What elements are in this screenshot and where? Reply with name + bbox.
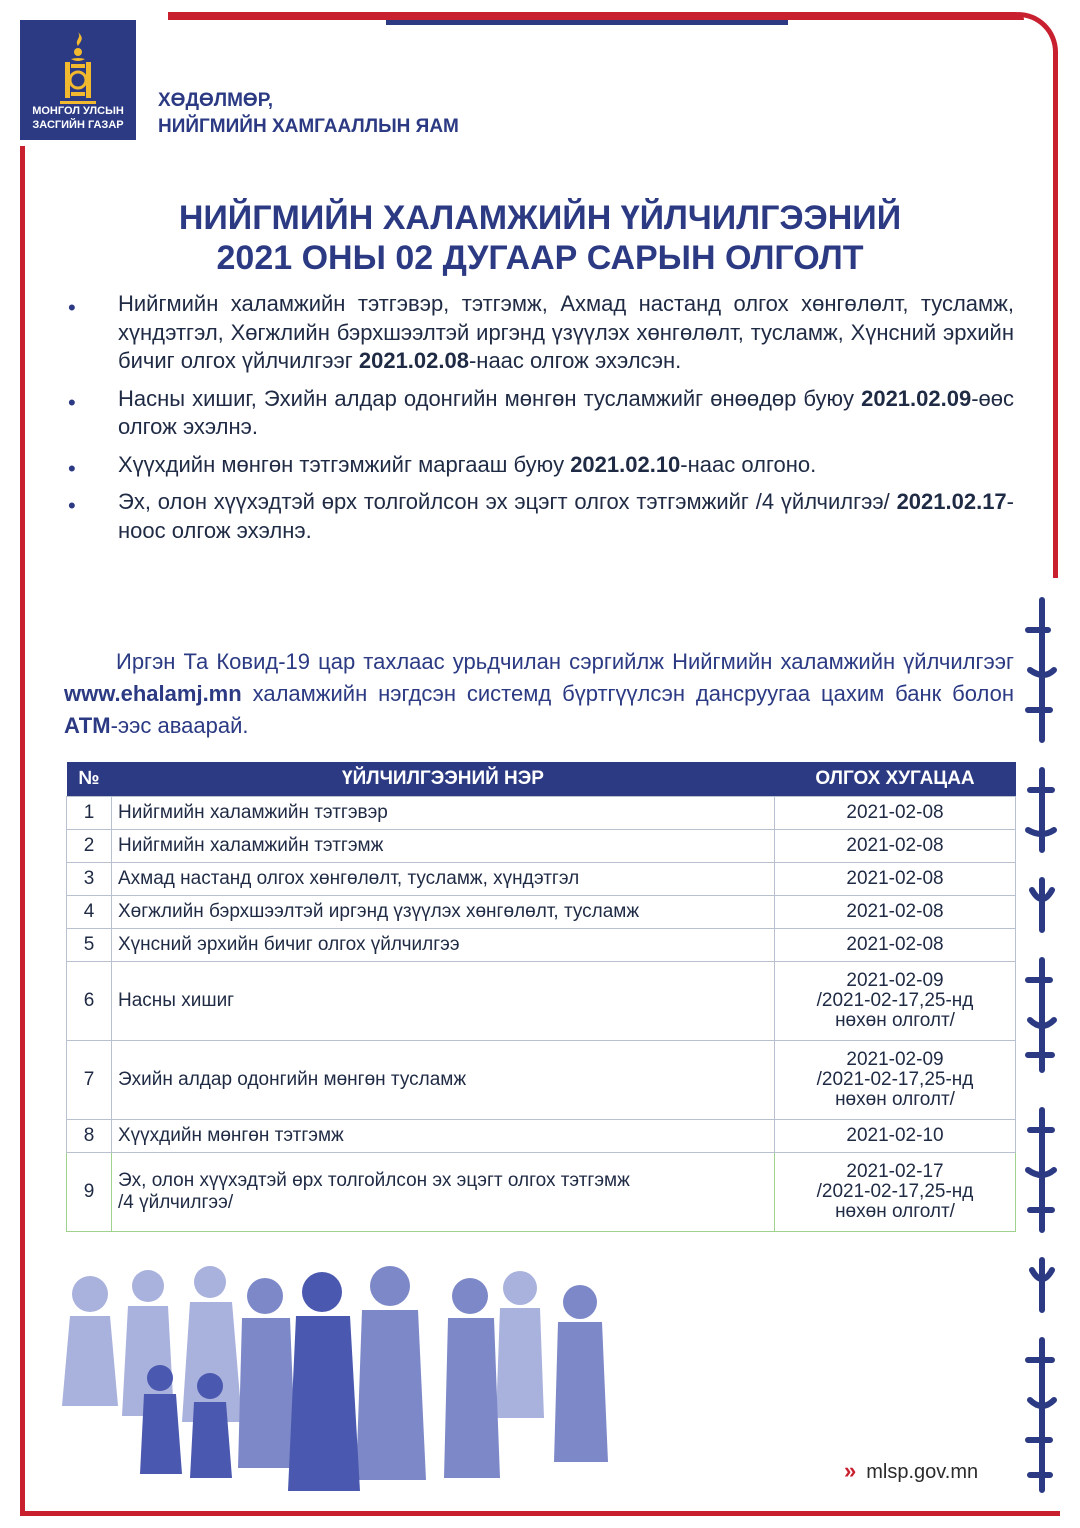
website-footer[interactable] <box>844 1458 978 1484</box>
title-line2: 2021 ОНЫ 02 ДУГААР САРЫН ОЛГОЛТ <box>216 239 864 277</box>
government-logo <box>20 20 136 140</box>
date-extra: /2021-02-17,25-нд <box>816 990 974 1011</box>
date-note: нөхөн олголт/ <box>835 1201 955 1222</box>
atm-label: АТМ <box>64 713 111 738</box>
date-extra: /2021-02-17,25-нд <box>816 1069 974 1090</box>
logo-text-line2: ЗАСГИЙН ГАЗАР <box>32 119 124 131</box>
notice-text: Иргэн Та Ковид-19 цар тахлаас урьдчилан сэргийлж Нийгмийн халамжийн үйлчилгээг <box>116 649 1014 674</box>
page-title <box>60 198 1020 278</box>
service-name: Хөгжлийн бэрхшээлтэй иргэнд үзүүлэх хөнгөлөлт, тусламж <box>112 896 775 929</box>
frame-top-border <box>168 12 1024 20</box>
row-number: 1 <box>67 797 112 830</box>
ehalamj-link[interactable]: www.ehalamj.mn <box>64 681 242 706</box>
service-name: Ахмад настанд олгох хөнгөлөлт, тусламж, хүндэтгэл <box>112 863 775 896</box>
soyombo-emblem-icon <box>56 28 100 112</box>
list-item <box>62 488 1014 545</box>
bullet-icon: • <box>68 295 76 320</box>
col-header-date: ОЛГОХ ХУГАЦАА <box>775 762 1016 797</box>
notice-paragraph <box>64 646 1014 742</box>
bullet-icon: • <box>68 455 76 481</box>
bullet-text: -өөс олгож эхэлнэ. <box>118 385 1014 439</box>
website-url[interactable]: mlsp.gov.mn <box>866 1461 979 1483</box>
service-name: Нийгмийн халамжийн тэтгэвэр <box>112 797 775 830</box>
list-item <box>62 385 1014 442</box>
bullet-icon: • <box>68 389 76 415</box>
bullet-date: 2021.02.08 <box>358 348 469 373</box>
bullet-text: Эх, олон хүүхэдтэй өрх толгойлсон эх эцэгт олгох тэтгэмжийг /4 үйлчилгээ/ <box>118 489 897 514</box>
notice-text: -ээс аваарай. <box>110 713 249 738</box>
date-note: нөхөн олголт/ <box>835 1010 955 1031</box>
bullet-date: 2021.02.09 <box>861 385 972 411</box>
list-item <box>62 451 1014 480</box>
service-name <box>112 1153 775 1232</box>
ministry-line1: ХӨДӨЛМӨР, <box>158 90 274 111</box>
service-name: Хүнсний эрхийн бичиг олгох үйлчилгээ <box>112 929 775 962</box>
service-name-line2: /4 үйлчилгээ/ <box>118 1192 234 1213</box>
table-row <box>67 863 1016 896</box>
ministry-name <box>158 88 459 140</box>
title-line1: НИЙГМИЙН ХАЛАМЖИЙН ҮЙЛЧИЛГЭЭНИЙ <box>178 199 902 237</box>
issue-date <box>775 962 1016 1041</box>
table-row <box>67 896 1016 929</box>
issue-date <box>775 1153 1016 1232</box>
table-row <box>67 1120 1016 1153</box>
frame-top-accent <box>386 20 788 25</box>
frame-bottom-border <box>20 1511 1060 1516</box>
service-name: Эхийн алдар одонгийн мөнгөн тусламж <box>112 1041 775 1120</box>
table-row <box>67 797 1016 830</box>
people-illustration <box>60 1266 620 1496</box>
bullet-date: 2021.02.10 <box>570 451 681 477</box>
bullet-text: Хүүхдийн мөнгөн тэтгэмжийг маргааш буюу <box>118 451 571 477</box>
row-number: 9 <box>67 1153 112 1232</box>
bullet-text: -ноос олгож эхэлнэ. <box>118 489 1014 543</box>
issue-date: 2021-02-08 <box>775 863 1016 896</box>
double-chevron-right-icon: » <box>844 1458 857 1483</box>
table-row <box>67 929 1016 962</box>
col-header-no: № <box>67 762 112 797</box>
table-header-row <box>67 762 1016 797</box>
frame-left-border <box>20 146 25 1516</box>
row-number: 8 <box>67 1120 112 1153</box>
service-schedule-table <box>66 762 1016 1232</box>
row-number: 7 <box>67 1041 112 1120</box>
table-row <box>67 962 1016 1041</box>
announcement-list <box>62 290 1014 554</box>
issue-date: 2021-02-08 <box>775 830 1016 863</box>
issue-date: 2021-02-08 <box>775 797 1016 830</box>
row-number: 3 <box>67 863 112 896</box>
service-name: Насны хишиг <box>112 962 775 1041</box>
bullet-text: -наас олгож эхэлсэн. <box>468 348 682 373</box>
row-number: 4 <box>67 896 112 929</box>
row-number: 5 <box>67 929 112 962</box>
row-number: 6 <box>67 962 112 1041</box>
ministry-line2: НИЙГМИЙН ХАМГААЛЛЫН ЯАМ <box>158 116 459 137</box>
notice-text: халамжийн нэгдсэн системд бүртгүүлсэн дансруугаа цахим банк болон <box>241 681 1014 706</box>
col-header-name: ҮЙЛЧИЛГЭЭНИЙ НЭР <box>112 762 775 797</box>
table-row <box>67 1041 1016 1120</box>
issue-date: 2021-02-10 <box>775 1120 1016 1153</box>
table-row <box>67 830 1016 863</box>
frame-right-border <box>1018 12 1058 578</box>
logo-text-line1: МОНГОЛ УЛСЫН <box>32 105 124 117</box>
row-number: 2 <box>67 830 112 863</box>
service-name-line1: Эх, олон хүүхэдтэй өрх толгойлсон эх эцэгт олгох тэтгэмж <box>118 1170 630 1191</box>
bullet-text: Нийгмийн халамжийн тэтгэвэр, тэтгэмж, Ахмад настанд олгох хөнгөлөлт, тусламж, хүндэтгэл, Хөгжлийн бэрхшээлтэй иргэнд үзүүлэх хөнгөлөлт, тусламж, Хүнсний эрхийн бичиг олгох үйлчилгээг <box>118 291 1014 373</box>
service-name: Нийгмийн халамжийн тэтгэмж <box>112 830 775 863</box>
service-name: Хүүхдийн мөнгөн тэтгэмж <box>112 1120 775 1153</box>
issue-date: 2021-02-08 <box>775 896 1016 929</box>
list-item <box>62 290 1014 376</box>
bullet-text: Насны хишиг, Эхийн алдар одонгийн мөнгөн тусламжийг өнөөдөр буюу <box>118 385 862 411</box>
date-main: 2021-02-09 <box>846 1049 944 1070</box>
bullet-text: -наас олгоно. <box>680 451 817 477</box>
bullet-icon: • <box>68 493 76 518</box>
date-note: нөхөн олголт/ <box>835 1089 955 1110</box>
issue-date: 2021-02-08 <box>775 929 1016 962</box>
date-main: 2021-02-17 <box>846 1161 944 1182</box>
bullet-date: 2021.02.17 <box>896 489 1007 514</box>
mongolian-script-decoration-icon <box>1016 590 1068 1500</box>
date-main: 2021-02-09 <box>846 970 944 991</box>
table-row <box>67 1153 1016 1232</box>
date-extra: /2021-02-17,25-нд <box>816 1181 974 1202</box>
issue-date <box>775 1041 1016 1120</box>
